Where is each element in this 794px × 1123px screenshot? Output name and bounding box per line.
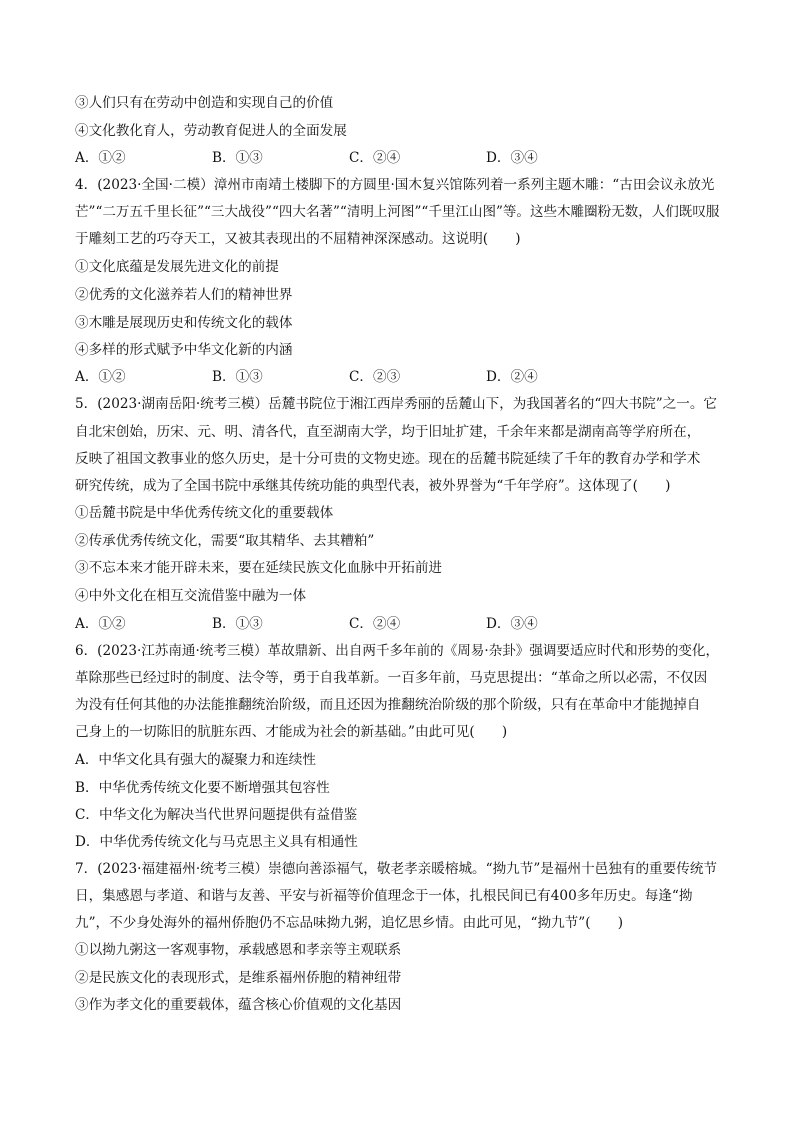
q4-option-a: A．①② <box>75 369 126 385</box>
q6-choice-b: B．中华优秀传统文化要不断增强其包容性 <box>75 780 330 796</box>
q5-option-b: B．①③ <box>212 616 263 632</box>
q4-item-3: ③木雕是展现历史和传统文化的载体 <box>75 315 293 331</box>
q5-options <box>75 615 715 633</box>
q7-stem-line-3: 九”，不少身处海外的福州侨胞仍不忘品味拗九粥，追忆思乡情。由此可见，“拗九节”( ) <box>75 915 624 931</box>
q3-option-d: D．③④ <box>486 150 538 166</box>
q5-stem-line-2: 自北宋创始，历宋、元、明、清各代，直至湖南大学，均于旧址扩建，千余年来都是湖南高等学府所在， <box>75 424 701 440</box>
q6-stem-line-3: 为没有任何其他的办法能推翻统治阶级，而且还因为推翻统治阶级的那个阶级，只有在革命中才能抛掉自 <box>75 697 701 713</box>
q4-item-4: ④多样的形式赋予中华文化新的内涵 <box>75 342 293 358</box>
q3-option-a: A．①② <box>75 150 126 166</box>
q5-stem-line-1: 5．(2023·湖南岳阳·统考三模）岳麓书院位于湘江西岸秀丽的岳麓山下，为我国著名的“四大书院”之一。它 <box>75 396 718 412</box>
q4-option-b: B．①③ <box>212 369 263 385</box>
q4-item-2: ②优秀的文化滋养若人们的精神世界 <box>75 287 293 303</box>
q3-item-3: ③人们只有在劳动中创造和实现自己的价值 <box>75 95 334 111</box>
q6-choice-c: C．中华文化为解决当代世界问题提供有益借鉴 <box>75 807 358 823</box>
q6-stem-line-1: 6．(2023·江苏南通·统考三模）革故鼎新、出自两千多年前的《周易·杂卦》强调要适应时代和形势的变化， <box>75 643 720 659</box>
q6-choice-a: A．中华文化具有强大的凝聚力和连续性 <box>75 752 316 768</box>
q5-item-2: ②传承优秀传统文化，需要“取其精华、去其糟粕” <box>75 533 375 549</box>
q6-stem-line-4: 己身上的一切陈旧的肮脏东西、才能成为社会的新基础。”由此可见( ) <box>75 724 508 740</box>
q4-options <box>75 368 715 386</box>
q4-stem-line-2: 芒”“二万五千里长征”“三大战役”“四大名著”“清明上河图”“千里江山图”等。这些木雕圈粉无数，人们既叹服 <box>75 204 720 220</box>
q5-item-1: ①岳麓书院是中华优秀传统文化的重要载体 <box>75 505 334 521</box>
q7-stem-line-1: 7．(2023·福建福州·统考三模）崇德向善添福气，敬老孝亲暖榕城。“拗九节”是福州十邑独有的重要传统节 <box>75 861 718 877</box>
q5-stem-line-3: 反映了祖国文教事业的悠久历史，是十分可贵的文物史迹。现在的岳麓书院延续了千年的教育办学和学术 <box>75 451 701 467</box>
q3-option-c: C．②④ <box>349 150 401 166</box>
q5-item-4: ④中外文化在相互交流借鉴中融为一体 <box>75 588 307 604</box>
q5-option-c: C．②④ <box>349 616 401 632</box>
q4-stem-line-1: 4．(2023·全国·二模）漳州市南靖土楼脚下的方圆里·国木复兴馆陈列着一系列主题木雕：“古田会议永放光 <box>75 177 715 193</box>
q7-item-2: ②是民族文化的表现形式，是维系福州侨胞的精神纽带 <box>75 970 402 986</box>
q3-item-4: ④文化教化育人，劳动教育促进人的全面发展 <box>75 123 347 139</box>
q5-stem-line-4: 研究传统，成为了全国书院中承继其传统功能的典型代表，被外界誉为“千年学府”。这体现了( ) <box>75 478 671 494</box>
q5-option-d: D．③④ <box>486 616 538 632</box>
q3-option-b: B．①③ <box>212 150 263 166</box>
q5-item-3: ③不忘本来才能开辟未来，要在延续民族文化血脉中开拓前进 <box>75 560 443 576</box>
q6-choice-d: D．中华优秀传统文化与马克思主义具有相通性 <box>75 834 358 850</box>
q4-item-1: ①文化底蕴是发展先进文化的前提 <box>75 259 279 275</box>
q7-item-3: ③作为孝文化的重要载体，蕴含核心价值观的文化基因 <box>75 997 402 1013</box>
q6-stem-line-2: 革除那些已经过时的制度、法令等，勇于自我革新。一百多年前，马克思提出：“革命之所以必需，不仅因 <box>75 670 708 686</box>
q7-item-1: ①以拗九粥这一客观事物，承载感恩和孝亲等主观联系 <box>75 942 402 958</box>
q4-option-d: D．②④ <box>486 369 538 385</box>
q7-stem-line-2: 日，集感恩与孝道、和谐与友善、平安与祈福等价值理念于一体，扎根民间已有400多年历史。每逢“拗 <box>75 888 693 904</box>
q4-stem-line-3: 于雕刻工艺的巧夺天工，又被其表现出的不屈精神深深感动。这说明( ) <box>75 231 521 247</box>
q5-option-a: A．①② <box>75 616 126 632</box>
q4-option-c: C．②③ <box>349 369 401 385</box>
q3-options <box>75 149 715 167</box>
